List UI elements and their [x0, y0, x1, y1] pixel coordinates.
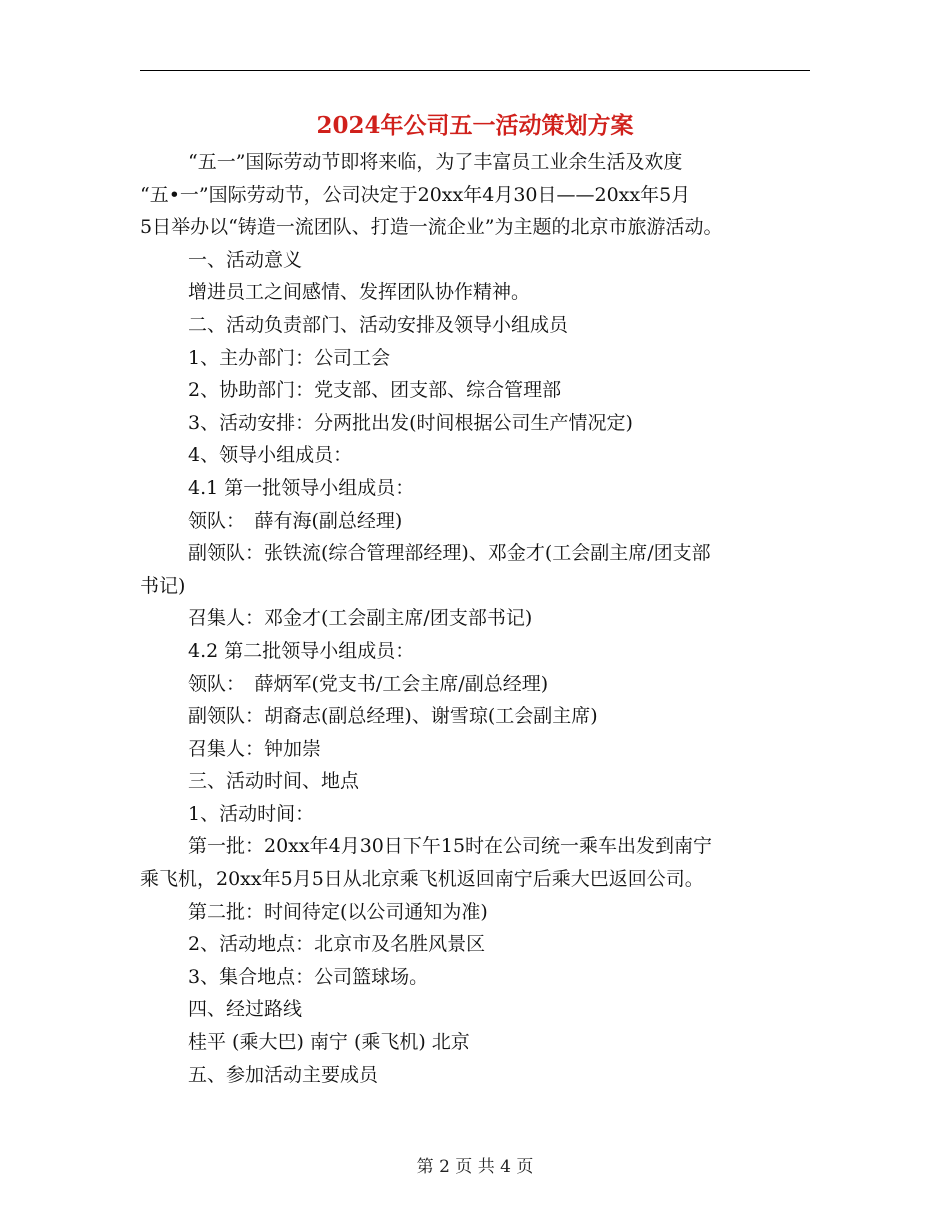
- list-item: 1、主办部门：公司工会: [188, 346, 391, 369]
- paragraph-line: 第一批：20xx年4月30日下午15时在公司统一乘车出发到南宁: [188, 835, 713, 858]
- list-item: 召集人：邓金才(工会副主席/团支部书记): [188, 607, 533, 630]
- list-item: 召集人：钟加崇: [188, 737, 322, 760]
- list-item: 3、活动安排：分两批出发(时间根据公司生产情况定): [188, 411, 633, 434]
- list-item: 领队： 薛有海(副总经理): [188, 509, 403, 532]
- subsection-heading: 4.2 第二批领导小组成员：: [188, 639, 415, 662]
- section-heading: 五、参加活动主要成员: [188, 1063, 379, 1086]
- section-heading: 二、活动负责部门、活动安排及领导小组成员: [188, 313, 569, 336]
- list-item: 1、活动时间：: [188, 802, 315, 825]
- subsection-heading: 4.1 第一批领导小组成员：: [188, 476, 415, 499]
- paragraph-line: 桂平 (乘大巴) 南宁 (乘飞机) 北京: [188, 1031, 470, 1054]
- section-heading: 三、活动时间、地点: [188, 770, 360, 793]
- list-item: 3、集合地点：公司篮球场。: [188, 965, 429, 988]
- list-item: 副领队：张铁流(综合管理部经理)、邓金才(工会副主席/团支部: [188, 542, 711, 565]
- list-item: 领队： 薛炳军(党支书/工会主席/副总经理): [188, 672, 549, 695]
- section-heading: 四、经过路线: [188, 998, 303, 1021]
- list-item: 2、协助部门：党支部、团支部、综合管理部: [188, 379, 562, 402]
- header-rule: [140, 70, 810, 71]
- list-item: 副领队：胡裔志(副总经理)、谢雪琼(工会副主席): [188, 705, 598, 728]
- list-item: 4、领导小组成员：: [188, 444, 353, 467]
- paragraph-line: “五•一”国际劳动节，公司决定于20xx年4月30日——20xx年5月: [140, 183, 691, 206]
- paragraph-line: 增进员工之间感情、发挥团队协作精神。: [188, 281, 531, 304]
- page-number: 第 2 页 共 4 页: [416, 1157, 534, 1177]
- section-heading: 一、活动意义: [188, 248, 303, 271]
- document-title: 2024年公司五一活动策划方案: [316, 112, 634, 139]
- list-item: 第二批：时间待定(以公司通知为准): [188, 900, 488, 923]
- paragraph-line: 5日举办以“铸造一流团队、打造一流企业”为主题的北京市旅游活动。: [140, 216, 723, 239]
- paragraph-line: “五一”国际劳动节即将来临，为了丰富员工业余生活及欢度: [188, 151, 683, 173]
- document-body: [140, 146, 810, 1091]
- paragraph-line: 书记): [140, 574, 186, 597]
- paragraph-line: 乘飞机，20xx年5月5日从北京乘飞机返回南宁后乘大巴返回公司。: [140, 868, 704, 891]
- list-item: 2、活动地点：北京市及名胜风景区: [188, 933, 486, 956]
